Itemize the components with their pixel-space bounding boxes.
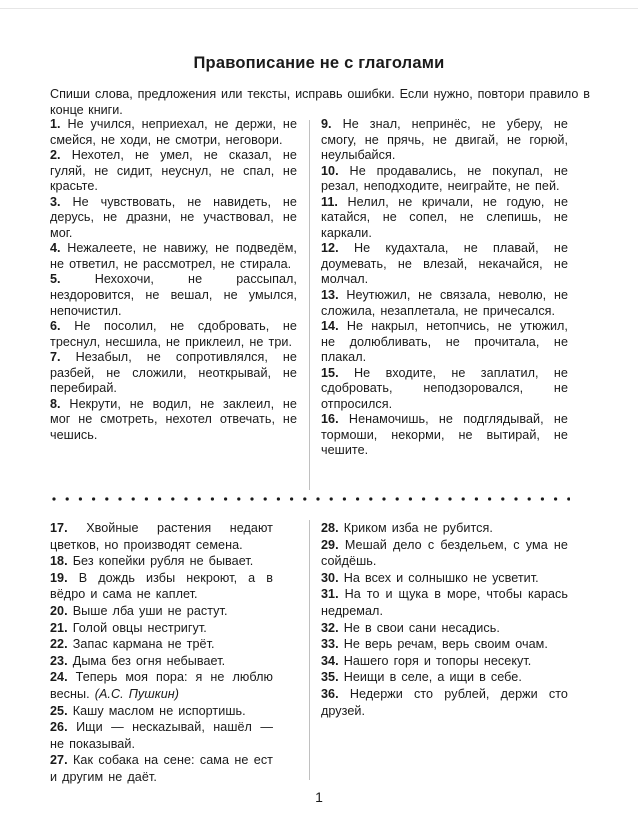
exercise-text: Кашу маслом не испортишь. [72,703,246,718]
exercise-number: 23. [50,653,68,668]
exercise-item [50,703,273,720]
exercise-text: Нежалеете, не навижу, не подведём, не ответил, не рассмотрел, не стирала. [50,241,297,271]
exercise-number: 18. [50,554,68,569]
exercise-item [50,272,297,319]
exercise-item [50,636,273,653]
exercise-number: 12. [321,241,339,256]
exercise-item [50,752,273,785]
exercise-number: 25. [50,703,68,718]
separator-dot [369,497,372,500]
exercise-item [321,117,568,164]
exercise-item [50,241,297,272]
exercise-number: 34. [321,653,339,668]
exercise-number: 29. [321,537,339,552]
exercise-item [321,586,568,619]
separator-dot [330,497,333,500]
separator-dot [277,497,280,500]
separator-dot [290,497,293,500]
exercises-right-column [321,117,568,459]
page-title: Правописание не с глаголами [193,54,445,72]
separator-dot [105,497,108,500]
exercise-item [50,195,297,242]
column-divider-bottom [309,520,310,780]
exercise-item [321,669,568,686]
exercise-text: На то и щука в море, чтобы карась недремал. [321,587,568,618]
exercise-text: Не продавались, не покупал, не резал, неподходите, неиграйте, не пей. [321,163,568,194]
top-rule [0,8,638,9]
exercise-item [321,636,568,653]
separator-dot [92,497,95,500]
exercise-item [50,397,297,444]
exercise-text: Неутюжил, не связала, неволю, не сложила, незаплетала, не причесался. [321,288,568,318]
exercise-item [50,603,273,620]
exercise-text: Криком изба не рубится. [343,521,493,535]
exercise-number: 1. [50,117,61,131]
separator-dot [462,497,465,500]
exercise-item [50,319,297,350]
exercise-item [321,653,568,670]
exercise-text: Без копейки рубля не бывает. [72,554,254,569]
exercise-item [321,620,568,637]
separator-dot [184,497,187,500]
exercise-item [321,288,568,319]
exercise-text: На всех и солнышко не усветит. [343,570,539,585]
exercise-text: Выше лба уши не растут. [72,603,228,618]
exercise-item [321,686,568,719]
exercise-item [321,537,568,570]
exercise-text: Не учился, неприехал, не держи, не смейся, не ходи, не смотри, неговори. [50,117,297,147]
dotted-separator [50,494,570,504]
exercise-text: Теперь моя пора: я не люблю весны. [50,670,273,701]
exercise-number: 14. [321,319,339,334]
exercise-item [321,195,568,242]
exercise-number: 13. [321,288,339,303]
exercise-number: 9. [321,117,332,131]
exercise-text: Неищи в селе, а ищи в себе. [343,670,522,685]
exercise-number: 31. [321,587,339,602]
exercise-text: Как собака на сене: сама не ест и другим не даёт. [50,753,273,784]
exercise-item [321,570,568,587]
exercise-item [321,366,568,413]
separator-dot [409,497,412,500]
exercise-text: Не входите, не заплатил, не сдобровать, неподзоровался, не отпросился. [321,365,568,411]
exercise-number: 33. [321,637,339,652]
exercise-number: 19. [50,570,68,585]
separator-dot [488,497,491,500]
separator-dot [158,497,161,500]
exercise-number: 27. [50,753,68,768]
separator-dot [514,497,517,500]
exercise-number: 7. [50,350,61,365]
exercise-text: Недержи сто рублей, держи сто друзей. [321,686,568,718]
separator-dot [237,497,240,500]
exercise-number: 15. [321,365,339,380]
exercise-number: 10. [321,163,339,178]
exercise-number: 28. [321,521,339,535]
exercise-number: 21. [50,620,68,635]
exercise-item [321,241,568,288]
exercise-number: 26. [50,720,68,735]
exercise-item [50,620,273,637]
exercise-number: 6. [50,319,61,334]
separator-dot [66,497,69,500]
exercise-text: Нехотел, не умел, не сказал, не гуляй, не сидит, неуснул, не спал, не красьте. [50,148,297,194]
exercise-text: Не посолил, не сдобровать, не треснул, несшила, не приклеил, не три. [50,319,297,349]
exercise-item [50,570,273,603]
exercise-text: Голой овцы нестригут. [72,620,207,635]
separator-dot [567,497,570,500]
separator-dot [356,497,359,500]
exercise-text: Нашего горя и топоры несекут. [343,653,532,668]
exercise-text: Некрути, не водил, не заклеил, не мог не смотреть, нехотел отвечать, не чешись. [50,396,297,442]
page-number: 1 [315,789,323,805]
separator-dot [264,497,267,500]
column-divider-top [309,120,310,490]
separator-dot [52,497,55,500]
exercise-number: 11. [321,194,338,209]
exercise-number: 8. [50,396,61,411]
exercise-number: 32. [321,620,339,635]
separator-dot [501,497,504,500]
exercise-item [50,653,273,670]
exercise-item [50,669,273,702]
exercises-left-column [50,117,297,443]
exercise-text: Нехохочи, не рассыпал, нездоровится, не вешал, не умылся, непочистил. [50,272,297,318]
exercise-text: Ищи — нескazывай, нашёл — не показывай. [50,720,273,751]
exercise-text: Не верь речам, верь своим очам. [343,637,548,652]
separator-dot [250,497,253,500]
exercise-number: 17. [50,521,68,535]
exercise-item [50,148,297,195]
exercise-text: Не знал, непринёс, не уберу, не смогу, не прячь, не двигай, не горюй, неулыбайся. [321,117,568,163]
exercise-number: 2. [50,148,61,163]
exercise-item [50,520,273,553]
exercise-number: 22. [50,637,68,652]
exercise-text: Не накрыл, нетопчись, не утюжил, не долюбливать, не прочитала, не плакал. [321,319,568,365]
separator-dot [382,497,385,500]
exercise-number: 24. [50,670,68,685]
exercise-text: Незабыл, не сопротивлялся, не разбей, не сложили, неоткрывай, не перебирай. [50,350,297,396]
separator-dot [316,497,319,500]
exercise-text: Не кудахтала, не плавай, не доумевать, не влезай, некачайся, не молчал. [321,241,568,287]
separator-dot [541,497,544,500]
exercise-text: Запас кармана не трёт. [72,637,215,652]
exercise-text: В дождь избы некроют, а в вёдро и сама не каплет. [50,570,273,602]
quote-author: (А.С. Пушкин) [94,686,180,701]
separator-dot [343,497,346,500]
separator-dot [448,497,451,500]
exercise-number: 35. [321,670,339,685]
exercise-item [50,553,273,570]
proverbs-right-column [321,520,568,719]
exercise-item [321,520,568,537]
separator-dot [528,497,531,500]
exercise-text: Не в свои сани несадись. [343,620,500,635]
exercise-number: 30. [321,570,339,585]
exercise-text: Нелил, не кричали, не годую, не катайся, не сопел, не слепишь, не каркали. [321,194,568,240]
separator-dot [211,497,214,500]
exercise-item [321,164,568,195]
separator-dot [198,497,201,500]
exercise-item [50,117,297,148]
separator-dot [79,497,82,500]
exercise-number: 20. [50,603,68,618]
separator-dot [118,497,121,500]
separator-dot [396,497,399,500]
exercise-text: Не чувствовать, не навидеть, не дерусь, не дразни, не участвовал, не мог. [50,194,297,240]
exercise-item [321,319,568,366]
separator-dot [422,497,425,500]
separator-dot [435,497,438,500]
exercise-item [50,350,297,397]
instructions: Спиши слова, предложения или тексты, исправь ошибки. Если нужно, повтори правило в конце книги. [50,87,590,117]
exercise-text: Ненамочишь, не подглядывай, не тормоши, некорми, не вытирай, не чешите. [321,412,568,458]
separator-dot [224,497,227,500]
separator-dot [475,497,478,500]
exercise-number: 36. [321,686,339,701]
separator-dot [145,497,148,500]
separator-dot [554,497,557,500]
exercise-text: Хвойные растения недают цветков, но производят семена. [50,521,273,552]
exercise-number: 4. [50,241,61,256]
exercise-number: 3. [50,194,61,209]
separator-dot [171,497,174,500]
separator-dot [303,497,306,500]
exercise-text: Дыма без огня небывает. [72,653,226,668]
exercise-number: 16. [321,412,339,427]
exercise-item [321,412,568,459]
exercise-number: 5. [50,272,61,287]
proverbs-left-column [50,520,273,786]
separator-dot [132,497,135,500]
exercise-text: Мешай дело с бездельем, с ума не сойдёшь. [321,537,568,569]
exercise-item [50,719,273,752]
